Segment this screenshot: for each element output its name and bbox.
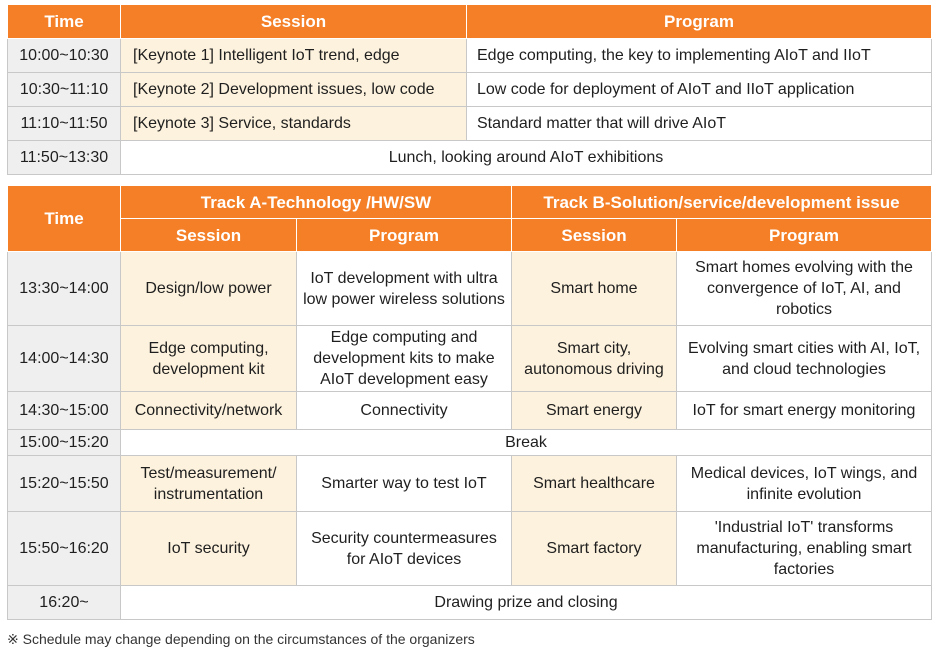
track-b-session-cell: Smart home [512, 252, 677, 326]
program-cell: Edge computing, the key to implementing AIoT and IIoT [467, 39, 932, 73]
track-b-program-cell: Medical devices, IoT wings, and infinite evolution [677, 456, 932, 512]
track-a-session-cell: Edge computing, development kit [121, 326, 297, 392]
time-cell: 11:50~13:30 [8, 141, 121, 175]
track-a-program-cell: Edge computing and development kits to make AIoT development easy [297, 326, 512, 392]
track-a-session-cell: Test/measurement/ instrumentation [121, 456, 297, 512]
session-cell: [Keynote 1] Intelligent IoT trend, edge [121, 39, 467, 73]
time-cell: 13:30~14:00 [8, 252, 121, 326]
table-row [8, 392, 932, 430]
program-header: Program [467, 5, 932, 39]
table-row [8, 73, 932, 107]
track-b-session-header: Session [512, 219, 677, 252]
track-b-program-cell: 'Industrial IoT' transforms manufacturing, enabling smart factories [677, 512, 932, 586]
subheader-row [8, 219, 932, 252]
time-cell: 14:30~15:00 [8, 392, 121, 430]
time-cell: 10:30~11:10 [8, 73, 121, 107]
time-header: Time [8, 5, 121, 39]
table-row [8, 326, 932, 392]
track-b-session-cell: Smart factory [512, 512, 677, 586]
table-row [8, 252, 932, 326]
time-cell: 10:00~10:30 [8, 39, 121, 73]
time-header: Time [8, 186, 121, 252]
track-a-session-cell: IoT security [121, 512, 297, 586]
lunch-row [8, 141, 932, 175]
closing-cell: Drawing prize and closing [121, 586, 932, 620]
track-a-program-cell: Connectivity [297, 392, 512, 430]
track-b-program-header: Program [677, 219, 932, 252]
time-cell: 16:20~ [8, 586, 121, 620]
time-cell: 15:00~15:20 [8, 430, 121, 456]
break-row [8, 430, 932, 456]
table-row [8, 107, 932, 141]
program-cell: Low code for deployment of AIoT and IIoT application [467, 73, 932, 107]
time-cell: 15:50~16:20 [8, 512, 121, 586]
track-b-program-cell: IoT for smart energy monitoring [677, 392, 932, 430]
morning-header-row [8, 5, 932, 39]
break-cell: Break [121, 430, 932, 456]
session-cell: [Keynote 2] Development issues, low code [121, 73, 467, 107]
afternoon-tracks-table [7, 185, 932, 620]
table-row [8, 512, 932, 586]
track-a-session-header: Session [121, 219, 297, 252]
time-cell: 15:20~15:50 [8, 456, 121, 512]
track-a-session-cell: Connectivity/network [121, 392, 297, 430]
track-b-session-cell: Smart city, autonomous driving [512, 326, 677, 392]
track-a-program-cell: Smarter way to test IoT [297, 456, 512, 512]
track-a-session-cell: Design/low power [121, 252, 297, 326]
time-cell: 11:10~11:50 [8, 107, 121, 141]
track-a-program-cell: IoT development with ultra low power wireless solutions [297, 252, 512, 326]
track-a-program-cell: Security countermeasures for AIoT devices [297, 512, 512, 586]
lunch-cell: Lunch, looking around AIoT exhibitions [121, 141, 932, 175]
track-b-session-cell: Smart energy [512, 392, 677, 430]
track-header-row [8, 186, 932, 219]
track-b-program-cell: Evolving smart cities with AI, IoT, and cloud technologies [677, 326, 932, 392]
closing-row [8, 586, 932, 620]
footnote: ※ Schedule may change depending on the circumstances of the organizers [7, 631, 475, 647]
track-a-program-header: Program [297, 219, 512, 252]
track-a-header: Track A-Technology /HW/SW [121, 186, 512, 219]
track-b-program-cell: Smart homes evolving with the convergence of IoT, AI, and robotics [677, 252, 932, 326]
session-cell: [Keynote 3] Service, standards [121, 107, 467, 141]
track-b-header: Track B-Solution/service/development issue [512, 186, 932, 219]
table-row [8, 456, 932, 512]
time-cell: 14:00~14:30 [8, 326, 121, 392]
session-header: Session [121, 5, 467, 39]
morning-schedule-table [7, 4, 932, 175]
table-row [8, 39, 932, 73]
track-b-session-cell: Smart healthcare [512, 456, 677, 512]
program-cell: Standard matter that will drive AIoT [467, 107, 932, 141]
